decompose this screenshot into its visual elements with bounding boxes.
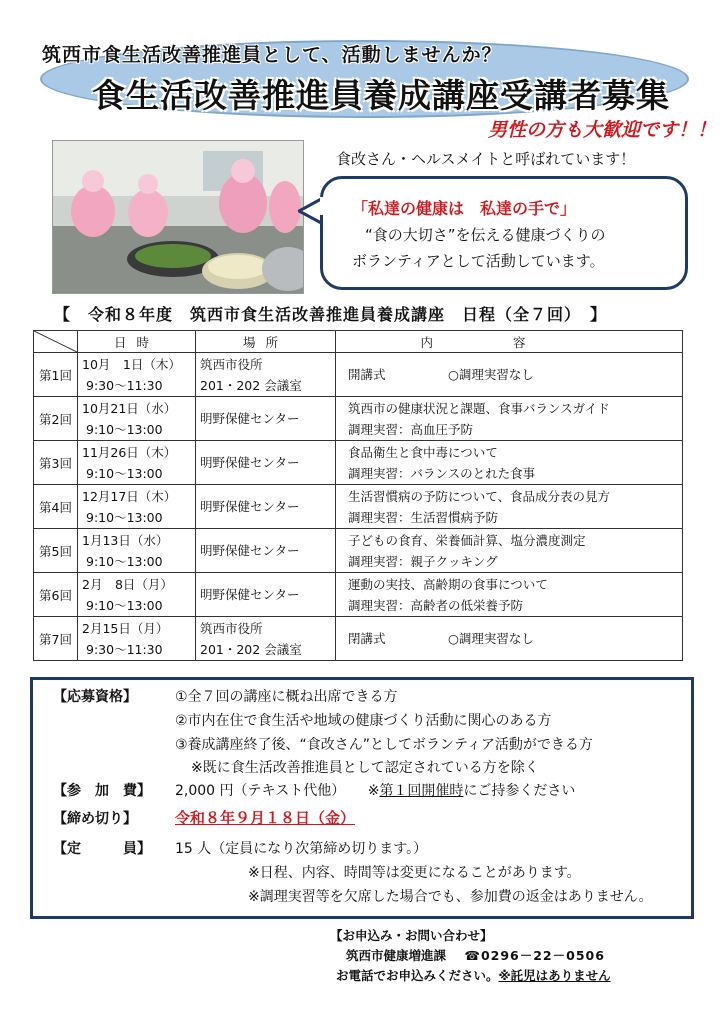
table-row: [34, 353, 683, 397]
deadline-label: 【締め切り】: [53, 811, 137, 827]
contact-line: [346, 946, 605, 964]
time: 9:10～13:00: [86, 553, 163, 569]
fee-note-prefix: ※: [367, 783, 380, 799]
place-line-2: 201・202 会議室: [200, 377, 302, 393]
datetime-cell: [78, 441, 196, 485]
place-line-2: 201・202 会議室: [200, 641, 302, 657]
col-header-datetime: 日時: [78, 331, 196, 353]
date: 2月 8日（月）: [82, 576, 173, 592]
table-row: [34, 441, 683, 485]
col-header-content: 内容: [336, 331, 683, 353]
content-cell: [336, 353, 683, 397]
place-cell: [196, 617, 336, 661]
slogan: 男性の方も大歓迎です！！: [488, 119, 717, 141]
session-cell: 第6回: [34, 573, 78, 617]
date: 10月21日（水）: [82, 400, 177, 416]
place-line-1: 筑西市役所: [200, 356, 263, 372]
place-cell: [196, 485, 336, 529]
content-cell: [336, 441, 683, 485]
table-row: [34, 529, 683, 573]
place-cell: [196, 397, 336, 441]
content-cell: [336, 529, 683, 573]
qualification-label: 【応募資格】: [53, 689, 137, 705]
content-line-1: 食品衛生と食中毒について: [348, 444, 498, 460]
session-cell: 第2回: [34, 397, 78, 441]
session-cell: 第5回: [34, 529, 78, 573]
capacity-label: 【定 員】: [53, 841, 151, 857]
bubble-tail-mask: [318, 194, 326, 218]
header-subtitle: 筑西市食生活改善推進員として、活動しませんか？: [42, 44, 502, 66]
place-line-1: 筑西市役所: [200, 620, 263, 636]
refund-note: ※調理実習等を欠席した場合でも、参加費の返金はありません。: [248, 889, 653, 905]
session-cell: 第4回: [34, 485, 78, 529]
content-cell: [336, 485, 683, 529]
table-row: [34, 573, 683, 617]
place-line-1: 明野保健センター: [200, 499, 300, 514]
place-cell: [196, 353, 336, 397]
page-title: 食生活改善推進員養成講座受講者募集: [92, 76, 670, 115]
requirements-box: [30, 677, 694, 919]
table-row: [34, 485, 683, 529]
contact-phone: ☎0296－22－0506: [464, 948, 605, 963]
content-line-1: 生活習慣病の予防について、食品成分表の見方: [348, 488, 611, 504]
qualification-3: ③養成講座終了後、“食改さん”としてボランティア活動ができる方: [175, 737, 593, 753]
content-cell: [336, 397, 683, 441]
content-line-1: 開講式 ○調理実習なし: [348, 367, 534, 382]
nickname-line: 食改さん・ヘルスメイトと呼ばれています！: [336, 150, 636, 168]
schedule-header-row: [34, 331, 683, 353]
fee-value: 2,000 円（テキスト代他）: [175, 783, 346, 799]
content-line-2: 調理実習：高齢者の低栄養予防: [348, 597, 524, 613]
date: 10月 1日（木）: [82, 356, 181, 372]
place-line-1: 明野保健センター: [200, 543, 300, 558]
content-line-1: 子どもの食育、栄養価計算、塩分濃度測定: [348, 532, 586, 548]
time: 9:10～13:00: [86, 421, 163, 437]
date: 1月13日（水）: [82, 532, 169, 548]
fee-label: 【参 加 費】: [53, 783, 151, 799]
childcare-note: ※託児はありません: [498, 968, 611, 983]
capacity-value: 15 人（定員になり次第締め切ります。）: [175, 841, 428, 857]
contact-heading: 【お申込み・お問い合わせ】: [330, 928, 493, 943]
content-line-2: 調理実習：高血圧予防: [348, 421, 474, 437]
corner-cell: [34, 331, 78, 353]
time: 9:30～11:30: [86, 377, 163, 393]
place-cell: [196, 441, 336, 485]
time: 9:30～11:30: [86, 641, 163, 657]
datetime-cell: [78, 485, 196, 529]
cooking-class-photo: [52, 140, 304, 294]
fee-line: [175, 780, 575, 800]
datetime-cell: [78, 529, 196, 573]
contact-note: [336, 966, 611, 984]
contact-note-text: お電話でお申込みください。: [336, 968, 499, 983]
deadline-value: 令和８年９月１８日（金）: [175, 809, 356, 827]
content-line-2: 調理実習：バランスのとれた食事: [348, 465, 536, 481]
datetime-cell: [78, 353, 196, 397]
date: 12月17日（木）: [82, 488, 177, 504]
bubble-quote: 「私達の健康は 私達の手で」: [352, 199, 577, 218]
place-line-1: 明野保健センター: [200, 587, 300, 602]
deadline-value-wrap: [175, 807, 355, 828]
content-line-2: 調理実習：生活習慣病予防: [348, 509, 499, 525]
place-line-1: 明野保健センター: [200, 411, 300, 426]
time: 9:10～13:00: [86, 597, 163, 613]
time: 9:10～13:00: [86, 509, 163, 525]
date: 2月15日（月）: [82, 620, 169, 636]
session-cell: 第1回: [34, 353, 78, 397]
qualification-note: ※既に食生活改善推進員として認定されている方を除く: [191, 760, 539, 776]
content-line-1: 閉講式 ○調理実習なし: [348, 631, 534, 646]
content-line-2: 調理実習：親子クッキング: [348, 553, 498, 569]
session-cell: 第7回: [34, 617, 78, 661]
col-header-place: 場所: [196, 331, 336, 353]
content-line-1: 運動の実技、高齢期の食事について: [348, 576, 548, 592]
fee-note-suffix: にご持参ください: [463, 783, 576, 799]
datetime-cell: [78, 397, 196, 441]
schedule-table: [33, 330, 683, 661]
qualification-1: ①全７回の講座に概ね出席できる方: [175, 689, 398, 705]
qualification-2: ②市内在住で食生活や地域の健康づくり活動に関心のある方: [175, 713, 552, 729]
content-cell: [336, 617, 683, 661]
place-cell: [196, 529, 336, 573]
place-cell: [196, 573, 336, 617]
bubble-line-2: ボランティアとして活動しています。: [352, 252, 605, 270]
datetime-cell: [78, 573, 196, 617]
datetime-cell: [78, 617, 196, 661]
contact-department: 筑西市健康増進課: [346, 948, 447, 963]
fee-note-underlined: 第１回開催時: [379, 783, 464, 799]
session-cell: 第3回: [34, 441, 78, 485]
content-line-1: 筑西市の健康状況と課題、食事バランスガイド: [348, 400, 610, 416]
schedule-heading: 【 令和８年度 筑西市食生活改善推進員養成講座 日程（全７回） 】: [54, 305, 608, 324]
content-cell: [336, 573, 683, 617]
date: 11月26日（木）: [82, 444, 177, 460]
time: 9:10～13:00: [86, 465, 163, 481]
table-row: [34, 617, 683, 661]
place-line-1: 明野保健センター: [200, 455, 300, 470]
bubble-line-1: “食の大切さ”を伝える健康づくりの: [365, 226, 606, 244]
table-row: [34, 397, 683, 441]
change-note: ※日程、内容、時間等は変更になることがあります。: [248, 865, 581, 881]
